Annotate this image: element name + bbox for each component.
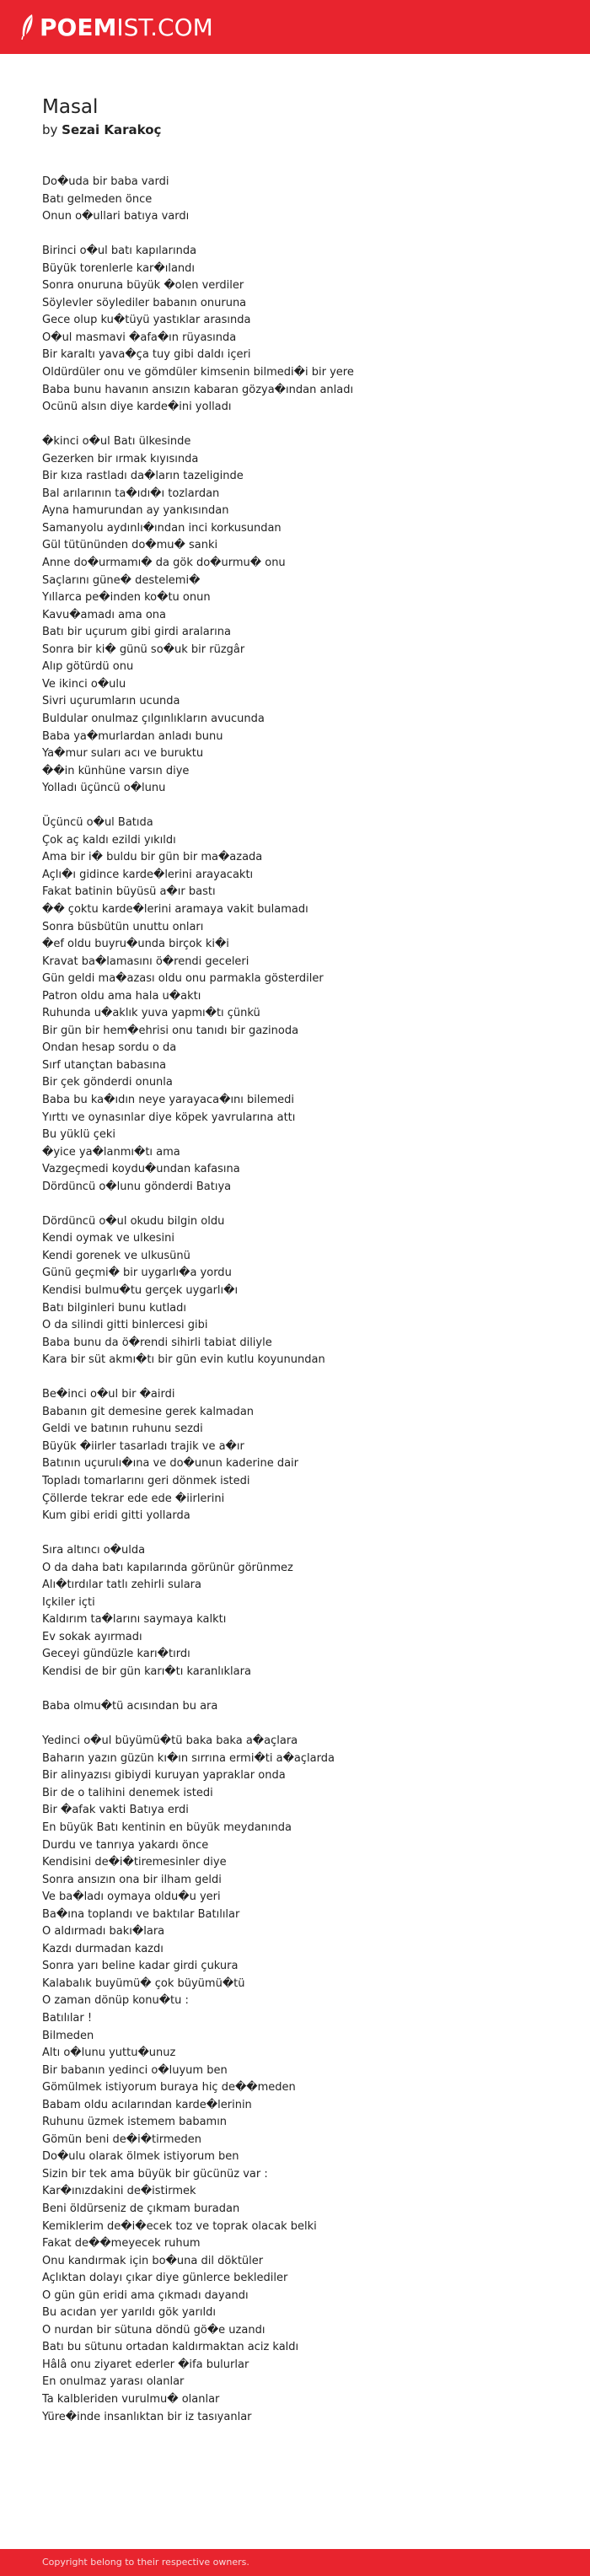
byline-prefix: by	[42, 122, 62, 137]
poem-line: Kendi oymak ve ulkesini	[42, 1232, 175, 1245]
site-header	[0, 0, 590, 54]
poem-line: Bu acıdan yer yarıldı gök yarıldı	[42, 2306, 216, 2320]
poem-stanza	[42, 1542, 556, 1681]
poem-line: Bilmeden	[42, 2029, 94, 2042]
poem-line: Ruhunda u�aklık yuva yapmı�tı çünkü	[42, 1007, 260, 1020]
poem-line: Gece olup ku�tüyü yastıklar arasında	[42, 314, 251, 327]
poem-line: Kalabalık buyümü� çok büyümü�tü	[42, 1976, 245, 1990]
poem-line: Kavu�amadı ama ona	[42, 608, 167, 621]
logo-text-bold: POEM	[40, 13, 117, 41]
poem-line: Içkiler içti	[42, 1595, 95, 1609]
poem-line: Kara bir süt akmı�tı bir gün evin kutlu koyunundan	[42, 1353, 325, 1367]
poem-line: Gün geldi ma�azası oldu onu parmakla gösterdiler	[42, 972, 324, 986]
site-footer	[0, 2549, 590, 2576]
poem-line: Baba bunu da ö�rendi sihirli tabiat diliyle	[42, 1336, 272, 1349]
poem-line: Baba bu ka�ıdın neye yarayaca�ını bilemedi	[42, 1093, 295, 1106]
poem-line: Onun o�ullari batıya vardı	[42, 210, 190, 223]
poem-line: �yice ya�lanmı�tı ama	[42, 1145, 180, 1159]
poem-line: Bir gün bir hem�ehrisi onu tanıdı bir gazinoda	[42, 1024, 299, 1037]
poem-stanza	[42, 174, 556, 226]
poem-stanza	[42, 433, 556, 797]
poem-line: Baba bunu havanın ansızın kabaran gözya�ından anladı	[42, 383, 354, 396]
poem-line: Büyük �iirler tasarladı trajik ve a�ır	[42, 1439, 244, 1453]
poem-line: O gün gün eridi ama çıkmadı dayandı	[42, 2288, 249, 2302]
poem-stanza	[42, 1386, 556, 1525]
poem-line: Ve ba�ladı oymaya oldu�u yeri	[42, 1890, 221, 1904]
poem-line: Ba�ına toplandı ve baktılar Batılılar	[42, 1907, 240, 1921]
poem-line: Yedinci o�ul büyümü�tü baka baka a�açlara	[42, 1734, 298, 1748]
poem-line: Çöllerde tekrar ede ede �iirlerini	[42, 1492, 225, 1505]
poem-line: Ve ikinci o�ulu	[42, 677, 126, 691]
poem-line: Hâlâ onu ziyaret ederler �ifa bulurlar	[42, 2358, 249, 2371]
poem-line: Sıra altıncı o�ulda	[42, 1544, 146, 1557]
poem-line: Fakat de��meyecek ruhum	[42, 2237, 201, 2251]
poem-line: Yıllarca pe�inden ko�tu onun	[42, 591, 211, 605]
poem-line: Geceyi gündüzle karı�tırdı	[42, 1648, 190, 1661]
poem-line: Batı bilginleri bunu kutladı	[42, 1301, 187, 1315]
poem-line: Altı o�lunu yuttu�unuz	[42, 2046, 176, 2060]
poem-line: Söylevler söylediler babanın onuruna	[42, 296, 247, 309]
poem-line: Ya�mur suları acı ve buruktu	[42, 747, 204, 761]
poem-line: Sırf utançtan babasına	[42, 1058, 167, 1072]
poem-line: Baba ya�murlardan anladı bunu	[42, 729, 223, 743]
poem-content	[42, 94, 556, 2444]
poem-stanza	[42, 1213, 556, 1369]
poem-line: Üçüncü o�ul Batıda	[42, 816, 153, 830]
poem-line: Ondan hesap sordu o da	[42, 1041, 177, 1055]
poem-line: Yırttı ve oynasınlar diye köpek yavrularına attı	[42, 1111, 296, 1124]
poem-line: Kendisi bulmu�tu gerçek uygarlı�ı	[42, 1284, 239, 1297]
poem-line: Ev sokak ayırmadı	[42, 1630, 142, 1643]
poem-line: Sonra yarı beline kadar girdi çukura	[42, 1960, 239, 1973]
poem-line: Kum gibi eridi gitti yollarda	[42, 1509, 190, 1523]
poem-line: Do�ulu olarak ölmek istiyorum ben	[42, 2150, 239, 2164]
poem-line: Batı bir uçurum gibi girdi aralarına	[42, 626, 231, 639]
poem-line: Sonra onuruna büyük �olen verdiler	[42, 279, 244, 293]
poem-line: O aldırmadı bakı�lara	[42, 1925, 165, 1939]
poem-line: Sonra ansızın ona bir ilham geldi	[42, 1873, 222, 1886]
poem-line: Kendi gorenek ve ulkusünü	[42, 1249, 190, 1262]
poem-line: Geldi ve batının ruhunu sezdi	[42, 1422, 203, 1436]
poem-line: Alı�tırdılar tatlı zehirli sulara	[42, 1578, 201, 1592]
poem-line: Fakat batinin büyüsü a�ır bastı	[42, 885, 216, 899]
poem-line: Babam oldu acılarından karde�lerinin	[42, 2098, 252, 2111]
poem-line: Alıp götürdü onu	[42, 660, 134, 674]
poem-line: Oldürdüler onu ve gömdüler kimsenin bilmedi�i bir yere	[42, 366, 354, 379]
feather-pen-icon	[20, 13, 35, 40]
poem-stanza	[42, 1733, 556, 2426]
poem-line: Baba olmu�tü acısından bu ara	[42, 1700, 218, 1713]
poem-line: Batılılar !	[42, 2011, 93, 2025]
poem-line: Yolladı üçüncü o�lunu	[42, 782, 166, 795]
poem-line: Saçlarını güne� destelemi�	[42, 573, 201, 587]
poem-line: Kemiklerim de�i�ecek toz ve toprak olacak belki	[42, 2219, 317, 2233]
poem-line: Buldular onulmaz çılgınlıkların avucunda	[42, 712, 265, 725]
poem-title: Masal	[42, 96, 99, 118]
poem-line: O�ul masmavi �afa�ın rüyasında	[42, 331, 237, 344]
poem-line: Kaldırım ta�larını saymaya kalktı	[42, 1613, 227, 1627]
poem-line: O zaman dönüp konu�tu :	[42, 1994, 189, 2008]
poem-line: Babanın git demesine gerek kalmadan	[42, 1405, 255, 1418]
poem-line: Ayna hamurundan ay yankısından	[42, 504, 229, 518]
poem-stanza	[42, 815, 556, 1196]
poem-line: Kar�ınızdakini de�istirmek	[42, 2185, 196, 2198]
poem-line: ��in künhüne varsın diye	[42, 764, 190, 777]
poem-line: Bir alinyazısı gibiydi kuruyan yapraklar onda	[42, 1769, 286, 1783]
poem-line: Vazgeçmedi koydu�undan kafasına	[42, 1163, 240, 1176]
poem-line: Bir kıza rastladı da�ların tazeliginde	[42, 470, 244, 483]
poem-body	[42, 174, 556, 2426]
poem-line: En büyük Batı kentinin en büyük meydanında	[42, 1820, 292, 1834]
poem-line: Gömülmek istiyorum buraya hiç de��meden	[42, 2081, 296, 2095]
poem-line: Ocünü alsın diye karde�ini yolladı	[42, 401, 232, 414]
poem-line: Topladı tomarlarını geri dönmek istedi	[42, 1475, 250, 1488]
poem-line: �� çoktu karde�lerini aramaya vakit bulamadı	[42, 902, 308, 916]
poem-line: Dördüncü o�ul okudu bilgin oldu	[42, 1214, 225, 1228]
poem-line: Kazdı durmadan kazdı	[42, 1942, 164, 1955]
poem-line: Bir de o talihini denemek istedi	[42, 1786, 213, 1799]
poem-line: Gül tütününden do�mu� sanki	[42, 539, 218, 552]
poem-line: Samanyolu aydınlı�ından inci korkusundan	[42, 521, 282, 535]
poem-stanza	[42, 1698, 556, 1716]
poem-line: Batı bu sütunu ortadan kaldırmaktan aciz kaldı	[42, 2341, 299, 2354]
poem-line: Batı gelmeden önce	[42, 192, 153, 206]
poem-line: Açlıktan dolayı çıkar diye günlerce beklediler	[42, 2272, 288, 2285]
poem-line: Kravat ba�lamasını ö�rendi geceleri	[42, 955, 249, 968]
site-logo[interactable]	[20, 0, 213, 54]
poem-line: Sonra bir ki� günü so�uk bir rüzgâr	[42, 643, 245, 656]
poem-line: Kendisini de�i�tiremesinler diye	[42, 1856, 227, 1869]
poem-line: Ruhunu üzmek istemem babamın	[42, 2116, 228, 2129]
poem-line: Bir �afak vakti Batıya erdi	[42, 1804, 189, 1817]
poem-line: Kendisi de bir gün karı�tı karanlıklara	[42, 1665, 251, 1679]
logo-text-light: IST.COM	[116, 13, 213, 41]
poem-line: Açlı�ı gidince karde�lerini arayacaktı	[42, 868, 254, 881]
poem-line: Gömün beni de�i�tirmeden	[42, 2132, 202, 2146]
poem-line: �ef oldu buyru�unda birçok ki�i	[42, 938, 229, 951]
poem-line: Bir çek gönderdi onunla	[42, 1076, 173, 1089]
poem-line: Sonra büsbütün unuttu onları	[42, 920, 204, 933]
poem-line: Yüre�inde insanlıktan bir iz tasıyanlar	[42, 2410, 252, 2423]
poem-line: Bal arılarının ta�ıdı�ı tozlardan	[42, 487, 220, 500]
poem-line: Ama bir i� buldu bir gün bir ma�azada	[42, 851, 263, 864]
poem-line: Patron oldu ama hala u�aktı	[42, 989, 201, 1003]
poem-line: Anne do�urmamı� da gök do�urmu� onu	[42, 557, 286, 570]
poem-line: Durdu ve tanrıya yakardı önce	[42, 1838, 209, 1852]
poem-line: Ta kalbleriden vurulmu� olanlar	[42, 2393, 220, 2406]
poem-line: O da silindi gitti binlercesi gibi	[42, 1319, 208, 1332]
poem-stanza	[42, 243, 556, 416]
poem-line: Bu yüklü çeki	[42, 1128, 116, 1142]
poem-line: Günü geçmi� bir uygarlı�a yordu	[42, 1266, 232, 1280]
poem-line: O nurdan bir sütuna döndü gö�e uzandı	[42, 2323, 266, 2337]
poem-line: Baharın yazın güzün kı�ın sırrına ermi�ti a�açlarda	[42, 1751, 335, 1765]
poem-line: Gezerken bir ırmak kıyısında	[42, 452, 199, 465]
author-link[interactable]: Sezai Karakoç	[62, 122, 162, 137]
byline	[42, 121, 556, 138]
poem-line: Sivri uçurumların ucunda	[42, 695, 180, 708]
poem-line: Büyük torenlerle kar�ılandı	[42, 261, 196, 275]
poem-line: Do�uda bir baba vardi	[42, 175, 169, 188]
poem-line: Çok aç kaldı ezildi yıkıldı	[42, 833, 176, 847]
poem-line: Be�inci o�ul bir �airdi	[42, 1388, 175, 1401]
poem-line: Batının uçurulı�ına ve do�unun kaderine dair	[42, 1457, 298, 1471]
poem-line: En onulmaz yarası olanlar	[42, 2375, 185, 2389]
poem-line: O da daha batı kapılarında görünür görünmez	[42, 1561, 293, 1574]
poem-line: Sizin bir tek ama büyük bir gücünüz var :	[42, 2167, 268, 2181]
poem-line: Birinci o�ul batı kapılarında	[42, 245, 197, 258]
poem-line: Beni öldürseniz de çıkmam buradan	[42, 2202, 240, 2215]
poem-line: Onu kandırmak için bo�una dil döktüler	[42, 2254, 264, 2267]
footer-copyright: Copyright belong to their respective owners.	[42, 2557, 249, 2568]
poem-line: Bir babanın yedinci o�luyum ben	[42, 2063, 228, 2077]
poem-line: Dördüncü o�lunu gönderdi Batıya	[42, 1180, 232, 1193]
poem-line: �kinci o�ul Batı ülkesinde	[42, 435, 191, 449]
poem-line: Bir karaltı yava�ça tuy gibi daldı içeri	[42, 348, 251, 362]
